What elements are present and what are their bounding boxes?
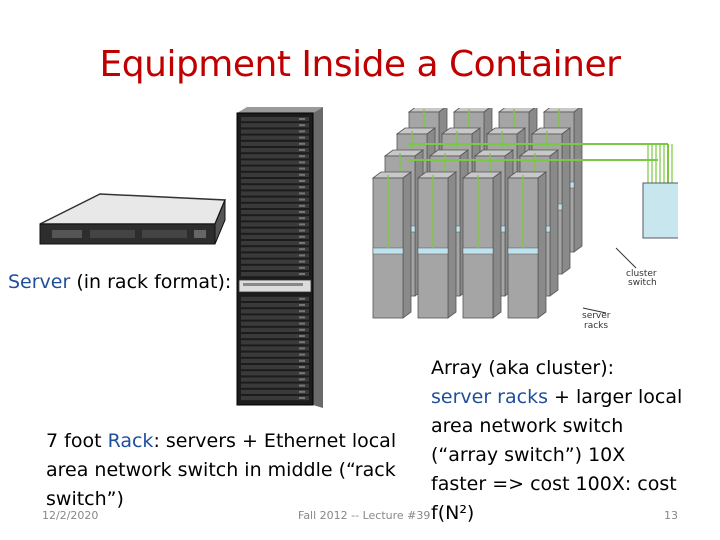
cluster-illustration bbox=[368, 108, 678, 338]
rack-label-rest: : servers + Ethernet local bbox=[153, 430, 397, 452]
rack-label-line-1 bbox=[46, 427, 396, 456]
server-label-highlight: Server bbox=[8, 271, 71, 293]
server-label bbox=[8, 268, 231, 297]
array-label-line-1: Array (aka cluster): bbox=[431, 357, 615, 379]
footer-page-number: 13 bbox=[664, 509, 678, 522]
rack-label bbox=[46, 427, 396, 514]
array-label-line-3: area network switch bbox=[431, 415, 624, 437]
rack-label-line-3: switch”) bbox=[46, 488, 124, 510]
array-label-line-5: faster => cost 100X: cost bbox=[431, 473, 677, 495]
rack-label-highlight: Rack bbox=[107, 430, 154, 452]
array-label-line-2-rest: + larger local bbox=[548, 386, 683, 408]
cluster-switch-label-1: cluster bbox=[626, 269, 657, 279]
rack-label-prefix: 7 foot bbox=[46, 430, 108, 452]
array-label bbox=[431, 354, 682, 528]
array-label-line-6: f(N²) bbox=[431, 502, 475, 524]
footer-center: Fall 2012 -- Lecture #39 bbox=[298, 509, 431, 522]
server-illustration bbox=[30, 186, 230, 266]
server-racks-label-1: server bbox=[582, 311, 611, 321]
array-label-highlight: server racks bbox=[431, 386, 548, 408]
cluster-switch-label-2: switch bbox=[628, 278, 657, 288]
footer-date: 12/2/2020 bbox=[42, 509, 99, 522]
array-label-line-2 bbox=[431, 383, 682, 412]
rack-illustration bbox=[233, 105, 325, 410]
server-racks-label-2: racks bbox=[584, 321, 609, 331]
rack-label-line-2: area network switch in middle (“rack bbox=[46, 459, 396, 481]
array-label-line-4: (“array switch”) 10X bbox=[431, 444, 626, 466]
server-label-rest: (in rack format): bbox=[70, 271, 232, 293]
slide-title: Equipment Inside a Container bbox=[99, 44, 621, 85]
